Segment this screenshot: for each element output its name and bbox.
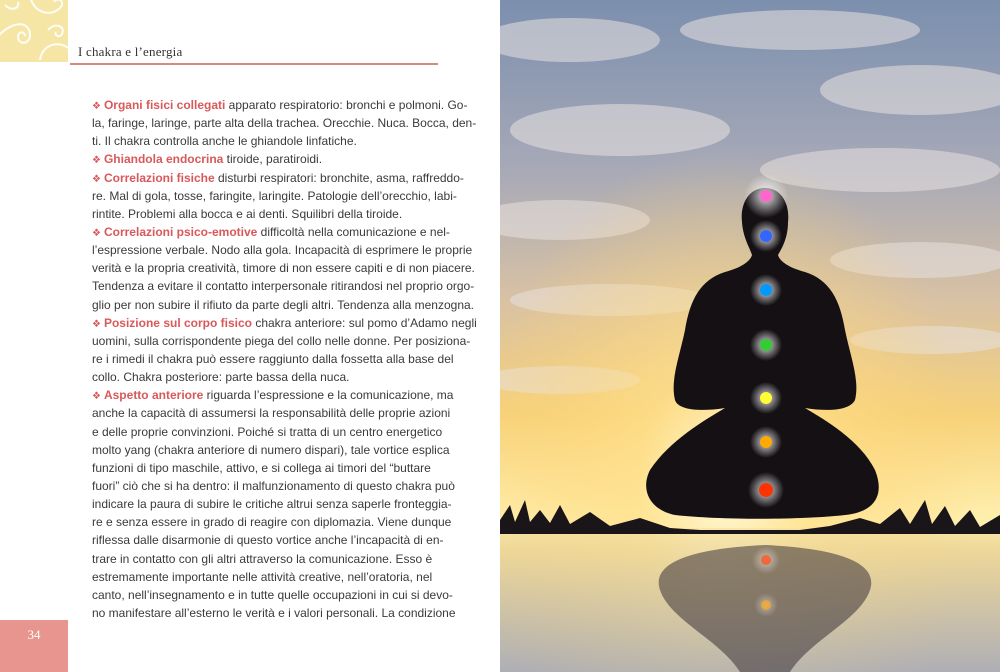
line-text: chakra anteriore: sul pomo d’Adamo negli <box>252 315 477 330</box>
line-text: canto, nell’insegnamento e in tutte quelle occupazioni in cui si devo- <box>92 587 453 602</box>
swirl-ornament-icon <box>0 0 68 62</box>
section-keyword: Correlazioni fisiche <box>103 170 215 185</box>
meditation-silhouette-image <box>500 0 1000 672</box>
line-text: l’espressione verbale. Nodo alla gola. Incapacità di esprimere le proprie <box>92 243 473 258</box>
text-line <box>92 241 473 259</box>
line-text: re e senza essere in grado di reagire con diplomazia. Viene dunque <box>92 515 452 530</box>
corner-ornament <box>0 0 68 62</box>
text-line <box>92 404 451 422</box>
text-line <box>92 513 452 531</box>
text-line <box>92 550 439 568</box>
meditation-photo <box>500 0 1000 672</box>
line-text: riflessa dalle disarmonie di questo vortice anche l’incapacità di en- <box>92 533 444 548</box>
section-keyword: Aspetto anteriore <box>103 388 204 403</box>
text-line <box>92 205 439 223</box>
line-text: Tendenza a evitare il contatto interpersonale ritirandosi nel proprio orgo- <box>92 279 475 294</box>
line-text: disturbi respiratori: bronchite, asma, raffreddo- <box>214 170 464 185</box>
text-line <box>92 350 454 368</box>
text-line <box>92 296 475 314</box>
line-text: anche la capacità di assumersi la responsabilità delle proprie azioni <box>92 406 451 421</box>
line-text: fuori” ciò che si ha dentro: il malfunzionamento di questo chakra può <box>92 478 455 493</box>
text-line <box>92 568 439 586</box>
section-keyword: Posizione sul corpo fisico <box>103 315 252 330</box>
header-divider <box>70 63 438 65</box>
bullet-diamond-icon: ❖ <box>92 173 101 185</box>
line-text: verità e la propria creatività, timore di non essere capiti e di non piacere. <box>92 261 475 276</box>
line-text: collo. Chakra posteriore: parte bassa della nuca. <box>92 370 350 385</box>
line-text: re. Mal di gola, tosse, faringite, laringite. Patologie dell’orecchio, labi- <box>92 188 457 203</box>
line-text: indicare la paura di subire le critiche altrui senza saperle fronteggia- <box>92 497 452 512</box>
section-keyword: Ghiandola endocrina <box>103 152 224 167</box>
line-text: difficoltà nella comunicazione e nel- <box>257 224 450 239</box>
line-text: molto yang (chakra anteriore di numero dispari), tale vortice esplica <box>92 442 450 457</box>
line-text: ti. Il chakra controlla anche le ghiandole linfatiche. <box>92 134 357 149</box>
bullet-diamond-icon: ❖ <box>92 391 101 403</box>
line-text: e delle proprie convinzioni. Poiché si tratta di un centro energetico <box>92 424 443 439</box>
text-line <box>92 332 471 350</box>
section-keyword: Correlazioni psico-emotive <box>103 224 258 239</box>
section-heading-line <box>92 386 454 404</box>
section-heading-line <box>92 150 439 168</box>
text-line <box>92 531 444 549</box>
running-header-title: I chakra e l’energia <box>78 44 183 59</box>
line-text: tiroide, paratiroidi. <box>223 152 323 167</box>
text-line <box>92 459 439 477</box>
text-line <box>92 259 475 277</box>
bullet-diamond-icon: ❖ <box>92 155 101 167</box>
line-text: la, faringe, laringe, parte alta della trachea. Orecchie. Nuca. Bocca, den- <box>92 116 477 131</box>
line-text: rintite. Problemi alla bocca e ai denti. Squilibri della tiroide. <box>92 206 403 221</box>
text-line <box>92 277 475 295</box>
text-line <box>92 368 439 386</box>
text-line <box>92 477 455 495</box>
text-line <box>92 441 450 459</box>
line-text: no manifestare all’esterno le verità e i valori personali. La condizione <box>92 605 456 620</box>
body-text <box>92 96 477 622</box>
text-line <box>92 495 452 513</box>
bullet-diamond-icon: ❖ <box>92 227 101 239</box>
page-number: 34 <box>27 627 41 642</box>
line-text: glio per non subire il rifiuto da parte degli altri. Tendenza alla menzogna. <box>92 297 475 312</box>
section-heading-line <box>92 223 450 241</box>
bullet-diamond-icon: ❖ <box>92 318 101 330</box>
line-text: funzioni di tipo maschile, attivo, e si collega ai timori del “buttare <box>92 460 431 475</box>
bullet-diamond-icon: ❖ <box>92 101 101 112</box>
line-text: uomini, sulla corrispondente piega del collo nelle donne. Per posiziona- <box>92 333 471 348</box>
line-text: trare in contatto con gli altri attraverso la comunicazione. Esso è <box>92 551 433 566</box>
text-line <box>92 114 477 132</box>
section-heading-line <box>92 169 464 187</box>
line-text: apparato respiratorio: bronchi e polmoni. Go- <box>225 98 468 112</box>
section-heading-line <box>92 314 477 332</box>
text-line <box>92 187 457 205</box>
line-text: riguarda l’espressione e la comunicazione, ma <box>203 388 454 403</box>
section-keyword: Organi fisici collegati <box>103 98 226 112</box>
text-line <box>92 132 439 150</box>
section-heading-line <box>92 96 468 114</box>
text-line <box>92 586 453 604</box>
text-line <box>92 423 443 441</box>
text-line <box>92 604 456 622</box>
line-text: estremamente importante nelle attività creative, nell’oratoria, nel <box>92 569 433 584</box>
line-text: re i rimedi il chakra può essere raggiunto dalla fossetta alla base del <box>92 351 454 366</box>
